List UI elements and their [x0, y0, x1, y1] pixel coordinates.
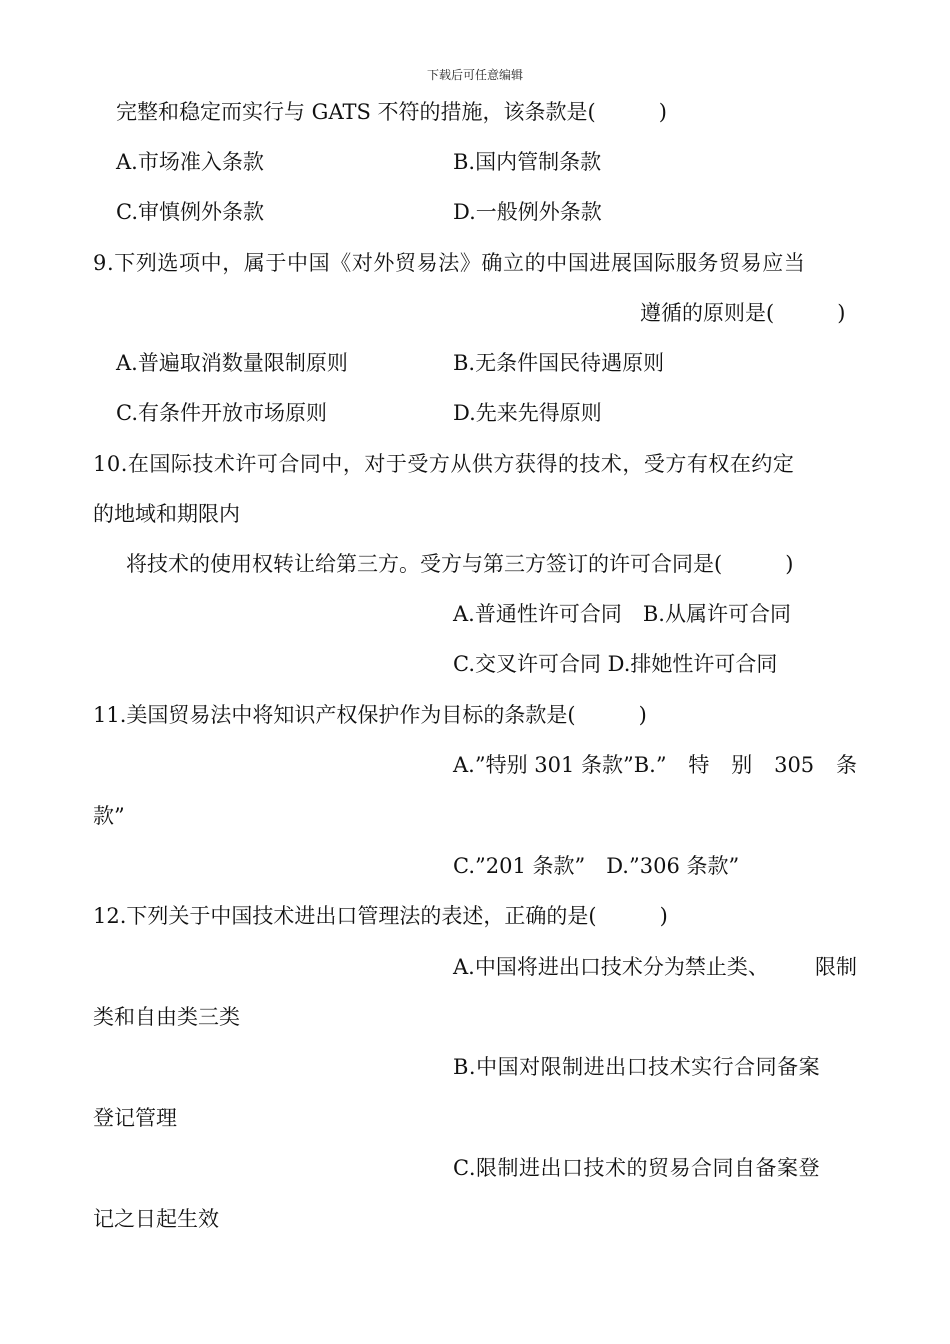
- q9-stem-line2: 遵循的原则是( ): [640, 301, 846, 325]
- q12-option-a-part2: 限制: [815, 955, 857, 979]
- q11-options-ab: [453, 751, 857, 779]
- q11-option-b-char2: 别: [731, 753, 753, 777]
- q11-option-b-number: 305: [774, 753, 815, 777]
- q11-options-ab-wrap: 款”: [93, 804, 125, 828]
- q10-stem-line3: 将技术的使用权转让给第三方。受方与第三方签订的许可合同是( ): [126, 552, 794, 576]
- q8-option-b: B.国内管制条款: [453, 150, 602, 174]
- q8-option-c: C.审慎例外条款: [116, 200, 264, 224]
- q8-option-d: D.一般例外条款: [453, 200, 602, 224]
- q12-option-b-wrap: 登记管理: [93, 1106, 177, 1130]
- q12-option-a-part1: A.中国将进出口技术分为禁止类、: [453, 955, 769, 979]
- q12-option-a-wrap: 类和自由类三类: [93, 1005, 240, 1029]
- q12-stem: 12.下列关于中国技术进出口管理法的表述，正确的是( ): [93, 904, 668, 928]
- q9-option-c: C.有条件开放市场原则: [116, 401, 327, 425]
- q9-option-a: A.普遍取消数量限制原则: [116, 351, 348, 375]
- page-header: 下载后可任意编辑: [426, 68, 523, 82]
- q11-option-a-text: A.”特别 301 条款”B.”: [453, 753, 667, 777]
- q9-stem-line1: 9.下列选项中，属于中国《对外贸易法》确立的中国进展国际服务贸易应当: [93, 251, 806, 275]
- q10-stem-line1: 10.在国际技术许可合同中，对于受方从供方获得的技术，受方有权在约定: [93, 452, 795, 476]
- q12-option-a: [453, 953, 857, 981]
- q10-options-ab: A.普通性许可合同 B.从属许可合同: [453, 602, 791, 626]
- q8-stem: 完整和稳定而实行与 GATS 不符的措施，该条款是( ): [116, 100, 667, 124]
- q11-options-cd: C.”201 条款” D.”306 条款”: [453, 854, 740, 878]
- q12-option-c: C.限制进出口技术的贸易合同自备案登: [453, 1156, 820, 1180]
- q11-option-b-char3: 条: [836, 753, 857, 777]
- q8-option-a: A.市场准入条款: [116, 150, 264, 174]
- q9-option-b: B.无条件国民待遇原则: [453, 351, 665, 375]
- q11-stem: 11.美国贸易法中将知识产权保护作为目标的条款是( ): [93, 703, 647, 727]
- q10-options-cd: C.交叉许可合同 D.排她性许可合同: [453, 652, 778, 676]
- q12-option-c-wrap: 记之日起生效: [93, 1207, 219, 1231]
- q10-stem-line2: 的地域和期限内: [93, 502, 240, 526]
- q12-option-b: B.中国对限制进出口技术实行合同备案: [453, 1055, 821, 1079]
- q11-option-b-char1: 特: [688, 753, 710, 777]
- q9-option-d: D.先来先得原则: [453, 401, 602, 425]
